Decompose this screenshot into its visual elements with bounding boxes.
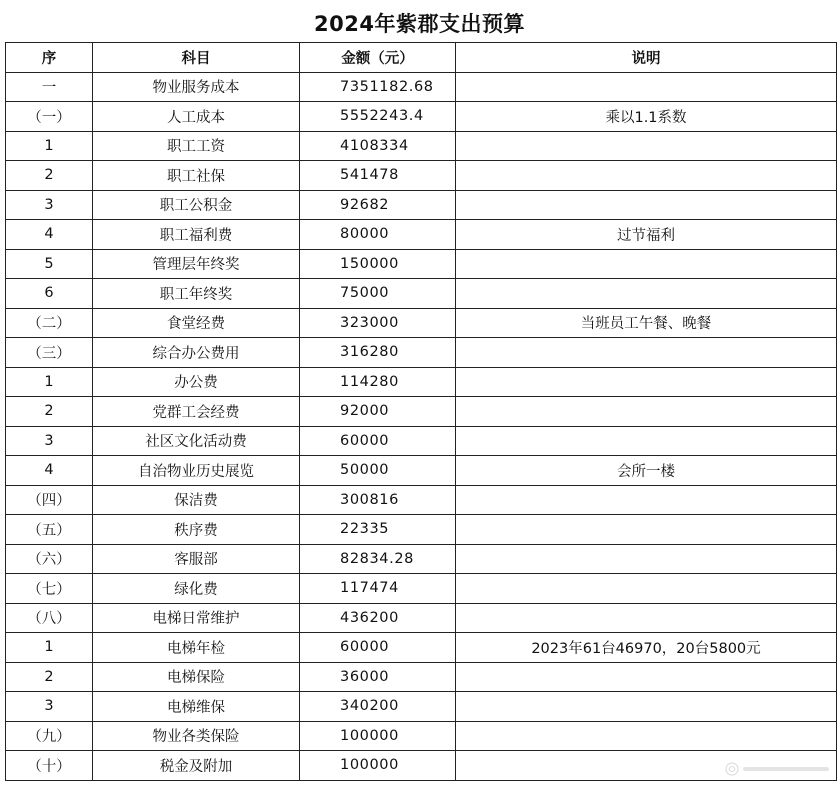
cell-amount: 100000 [300, 721, 456, 751]
table-row [6, 751, 837, 781]
table-row [6, 279, 837, 309]
cell-item: 绿化费 [93, 574, 300, 604]
table-row [6, 102, 837, 132]
cell-item: 物业各类保险 [93, 721, 300, 751]
cell-item: 职工公积金 [93, 190, 300, 220]
cell-item: 秩序费 [93, 515, 300, 545]
cell-item: 综合办公费用 [93, 338, 300, 368]
cell-note [456, 190, 837, 220]
cell-note [456, 367, 837, 397]
cell-amount: 114280 [300, 367, 456, 397]
table-row [6, 426, 837, 456]
watermark-logo [723, 760, 833, 778]
cell-seq: 2 [6, 662, 93, 692]
cell-amount: 340200 [300, 692, 456, 722]
budget-table [5, 42, 837, 781]
cell-note [456, 485, 837, 515]
cell-seq: 2 [6, 397, 93, 427]
cell-seq: 1 [6, 633, 93, 663]
cell-item: 自治物业历史展览 [93, 456, 300, 486]
cell-note [456, 426, 837, 456]
cell-seq: （七） [6, 574, 93, 604]
table-row [6, 515, 837, 545]
cell-note: 乘以1.1系数 [456, 102, 837, 132]
cell-seq: （六） [6, 544, 93, 574]
cell-seq: （十） [6, 751, 93, 781]
table-row [6, 249, 837, 279]
table-row [6, 190, 837, 220]
cell-amount: 75000 [300, 279, 456, 309]
table-row [6, 485, 837, 515]
cell-seq: 1 [6, 131, 93, 161]
cell-amount: 36000 [300, 662, 456, 692]
cell-seq: （九） [6, 721, 93, 751]
cell-note [456, 692, 837, 722]
cell-note [456, 544, 837, 574]
cell-amount: 436200 [300, 603, 456, 633]
cell-amount: 4108334 [300, 131, 456, 161]
cell-seq: （八） [6, 603, 93, 633]
cell-note [456, 131, 837, 161]
cell-seq: 一 [6, 72, 93, 102]
table-row [6, 338, 837, 368]
cell-seq: （五） [6, 515, 93, 545]
cell-amount: 117474 [300, 574, 456, 604]
cell-note: 会所一楼 [456, 456, 837, 486]
cell-note [456, 72, 837, 102]
cell-item: 管理层年终奖 [93, 249, 300, 279]
cell-amount: 316280 [300, 338, 456, 368]
cell-note [456, 161, 837, 191]
cell-amount: 60000 [300, 633, 456, 663]
cell-note [456, 397, 837, 427]
column-header-amount: 金额（元） [300, 43, 456, 73]
cell-item: 职工年终奖 [93, 279, 300, 309]
table-body [6, 72, 837, 780]
cell-amount: 300816 [300, 485, 456, 515]
cell-note [456, 338, 837, 368]
table-row [6, 544, 837, 574]
cell-note: 过节福利 [456, 220, 837, 250]
cell-amount: 82834.28 [300, 544, 456, 574]
table-row [6, 397, 837, 427]
cell-note: 2023年61台46970，20台5800元 [456, 633, 837, 663]
cell-note: 当班员工午餐、晚餐 [456, 308, 837, 338]
cell-amount: 100000 [300, 751, 456, 781]
cell-amount: 323000 [300, 308, 456, 338]
cell-item: 客服部 [93, 544, 300, 574]
cell-note [456, 662, 837, 692]
cell-item: 电梯保险 [93, 662, 300, 692]
cell-seq: 5 [6, 249, 93, 279]
cell-item: 人工成本 [93, 102, 300, 132]
cell-item: 办公费 [93, 367, 300, 397]
cell-item: 保洁费 [93, 485, 300, 515]
table-row [6, 367, 837, 397]
table-row [6, 633, 837, 663]
cell-seq: 3 [6, 692, 93, 722]
cell-note [456, 574, 837, 604]
cell-seq: （三） [6, 338, 93, 368]
cell-seq: （一） [6, 102, 93, 132]
cell-item: 电梯维保 [93, 692, 300, 722]
cell-seq: 6 [6, 279, 93, 309]
cell-note [456, 721, 837, 751]
cell-note [456, 515, 837, 545]
cell-amount: 50000 [300, 456, 456, 486]
cell-item: 物业服务成本 [93, 72, 300, 102]
table-row [6, 574, 837, 604]
cell-amount: 22335 [300, 515, 456, 545]
cell-seq: 4 [6, 456, 93, 486]
table-row [6, 603, 837, 633]
cell-amount: 92000 [300, 397, 456, 427]
cell-seq: 2 [6, 161, 93, 191]
cell-item: 职工工资 [93, 131, 300, 161]
cell-amount: 541478 [300, 161, 456, 191]
cell-amount: 5552243.4 [300, 102, 456, 132]
column-header-note: 说明 [456, 43, 837, 73]
cell-seq: 3 [6, 190, 93, 220]
cell-amount: 150000 [300, 249, 456, 279]
table-header-row [6, 43, 837, 73]
column-header-seq: 序 [6, 43, 93, 73]
cell-item: 电梯日常维护 [93, 603, 300, 633]
cell-note [456, 603, 837, 633]
table-row [6, 692, 837, 722]
cell-item: 党群工会经费 [93, 397, 300, 427]
table-row [6, 721, 837, 751]
cell-item: 税金及附加 [93, 751, 300, 781]
cell-amount: 7351182.68 [300, 72, 456, 102]
cell-item: 社区文化活动费 [93, 426, 300, 456]
table-row [6, 662, 837, 692]
table-row [6, 131, 837, 161]
cell-note [456, 249, 837, 279]
cell-item: 电梯年检 [93, 633, 300, 663]
table-row [6, 72, 837, 102]
cell-seq: 1 [6, 367, 93, 397]
page-title: 2024年紫郡支出预算 [314, 12, 525, 36]
cell-seq: （二） [6, 308, 93, 338]
table-row [6, 308, 837, 338]
cell-seq: 4 [6, 220, 93, 250]
table-row [6, 220, 837, 250]
cell-item: 职工福利费 [93, 220, 300, 250]
table-row [6, 161, 837, 191]
cell-seq: （四） [6, 485, 93, 515]
cell-amount: 92682 [300, 190, 456, 220]
cell-note [456, 279, 837, 309]
cell-item: 食堂经费 [93, 308, 300, 338]
cell-amount: 60000 [300, 426, 456, 456]
cell-seq: 3 [6, 426, 93, 456]
table-row [6, 456, 837, 486]
cell-amount: 80000 [300, 220, 456, 250]
column-header-item: 科目 [93, 43, 300, 73]
cell-item: 职工社保 [93, 161, 300, 191]
